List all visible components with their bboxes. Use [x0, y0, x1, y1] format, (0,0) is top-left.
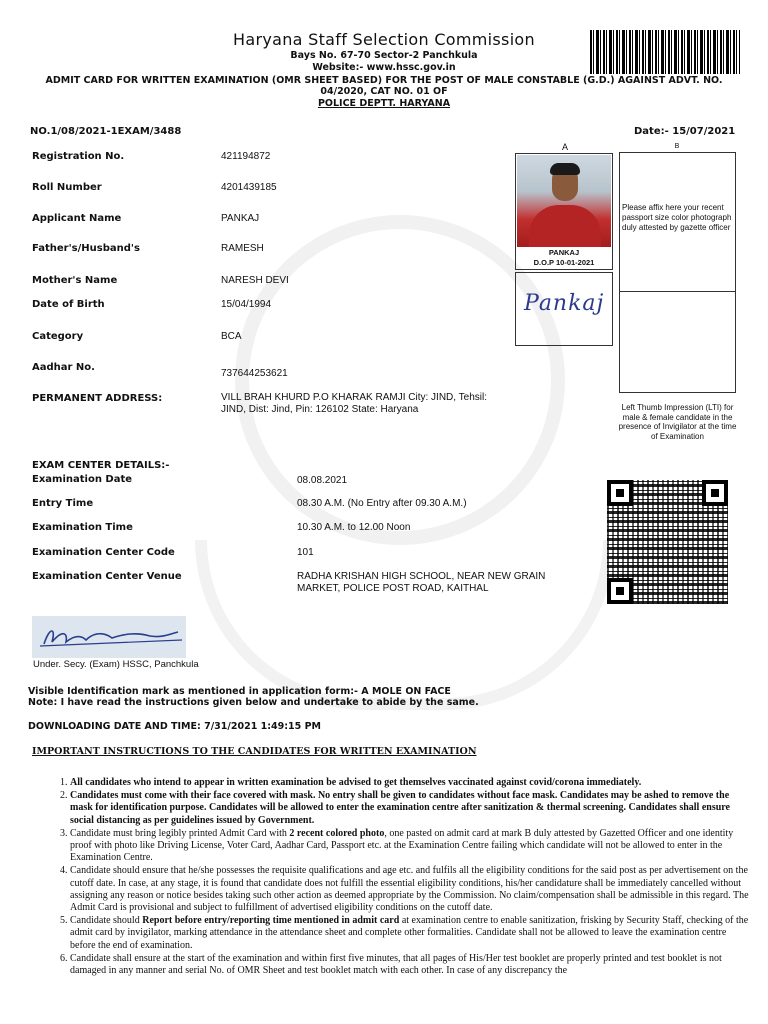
aadhar-value: 737644253621: [221, 368, 288, 379]
watermark-arc: [195, 540, 615, 710]
mother-name-value: NARESH DEVI: [221, 275, 289, 286]
dob-label: Date of Birth: [32, 299, 105, 310]
center-venue-value: RADHA KRISHAN HIGH SCHOOL, NEAR NEW GRAIN MARKET, POLICE POST ROAD, KAITHAL: [297, 571, 546, 594]
instruction-item: 6. Candidate shall ensure at the start of the examination and within first five minutes, that all pages of His/Her test booklet are properly printed and test booklet is not damaged in any manner and serial No. of OMR Sheet and test booklet match with each other. In case of any discrepancy the: [70, 953, 750, 977]
category-label: Category: [32, 331, 84, 342]
commission-website: Website:- www.hssc.gov.in: [312, 62, 456, 73]
department-name: POLICE DEPTT. HARYANA: [317, 98, 451, 109]
affix-instruction: Please affix here your recent passport size color photograph duly attested by gazette officer: [622, 203, 732, 232]
address-label: PERMANENT ADDRESS:: [32, 393, 163, 404]
undertaking-note: Note: I have read the instructions given below and undertake to abide by the same.: [28, 697, 479, 708]
aadhar-label: Aadhar No.: [32, 362, 95, 373]
officer-signature: [32, 616, 186, 658]
entry-time-label: Entry Time: [32, 498, 94, 509]
affix-photo-box: [619, 152, 736, 292]
candidate-signature-box: [515, 272, 613, 346]
barcode-image: [590, 30, 740, 74]
instruction-item: 4. Candidate should ensure that he/she possesses the requisite qualifications and age etc. and fulfils all the eligibility conditions for the said post as per advertisement on the cutoff date. In case, at any stage, it is found that candidate does not fulfill the essential eligibility conditions, his/her candidature shall be immediately cancelled without assigning any reason or notice besides taking such other action as deemed appropriate by the Commission. No claim/compensation shall be admissible in this regard. The Admit Card is provisional and subject to fulfillment of advertised eligibility conditions on the cutoff date.: [70, 865, 750, 914]
photo-label-b: B: [674, 143, 680, 150]
issue-date: Date:- 15/07/2021: [634, 126, 736, 137]
candidate-signature: Pankaj: [524, 291, 605, 316]
exam-time-value: 10.30 A.M. to 12.00 Noon: [297, 522, 411, 533]
mother-name-label: Mother's Name: [32, 275, 118, 286]
address-value: VILL BRAH KHURD P.O KHARAK RAMJI City: JIND, Tehsil: JIND, Dist: Jind, Pin: 126102 State: Haryana: [221, 392, 487, 415]
identification-mark: Visible Identification mark as mentioned in application form:- A MOLE ON FACE: [28, 686, 451, 697]
registration-value: 421194872: [221, 151, 271, 162]
instructions-list: [52, 777, 750, 978]
candidate-photo: [517, 155, 611, 247]
father-name-value: RAMESH: [221, 243, 264, 254]
instruction-item: 2. Candidates must come with their face covered with mask. No entry shall be given to candidates without face mask. Candidates may be ashed to remove the mask for identification purpose. Candidates will be allowed to enter the examination centre after sanitization & thermal screening. Candidates shall ensure social distancing as per guidelines issued by Government.: [70, 790, 750, 827]
roll-number-value: 4201439185: [221, 182, 277, 193]
commission-address: Bays No. 67-70 Sector-2 Panchkula: [290, 50, 478, 61]
applicant-name-label: Applicant Name: [32, 213, 122, 224]
instructions-title: IMPORTANT INSTRUCTIONS TO THE CANDIDATES FOR WRITTEN EXAMINATION: [32, 746, 477, 757]
reference-number: NO.1/08/2021-1EXAM/3488: [30, 126, 182, 137]
post-description: ADMIT CARD FOR WRITTEN EXAMINATION (OMR SHEET BASED) FOR THE POST OF MALE CONSTABLE (G.D.) AGAINST ADVT. NO. 04/2020, CAT NO. 01 OF: [45, 75, 723, 97]
photo-name: PANKAJ: [548, 248, 580, 257]
officer-designation: Under. Secy. (Exam) HSSC, Panchkula: [33, 659, 199, 670]
applicant-name-value: PANKAJ: [221, 213, 260, 224]
center-code-value: 101: [297, 547, 314, 558]
exam-date-value: 08.08.2021: [297, 475, 348, 486]
exam-time-label: Examination Time: [32, 522, 133, 533]
thumb-impression-caption: Left Thumb Impression (LTI) for male & female candidate in the presence of Invigilator at the time of Examination: [618, 403, 737, 441]
instruction-item: 5. Candidate should Report before entry/reporting time mentioned in admit card at examination centre to enable sanitization, frisking by Security Staff, checking of the admit card by invigilator, marking attendance in the attendance sheet and complete other formalities. Candidate shall not be allowed to leave the examination centre before the end of examination.: [70, 915, 750, 952]
roll-number-label: Roll Number: [32, 182, 102, 193]
thumb-impression-box: [619, 291, 736, 393]
qr-code: [607, 480, 728, 604]
photo-dop: D.O.P 10-01-2021: [533, 258, 595, 267]
instruction-item: 3. Candidate must bring legibly printed Admit Card with 2 recent colored photo, one pasted on admit card at mark B duly attested by Gazetted Officer and one identity proof with photo like Driving License, Voter Card, Aadhar Card, Passport etc. at the Examination Centre failing which candidate will not be allowed to enter in the Examination Centre.: [70, 828, 750, 865]
center-code-label: Examination Center Code: [32, 547, 175, 558]
exam-date-label: Examination Date: [32, 474, 133, 485]
photo-box-a: [515, 153, 613, 270]
registration-label: Registration No.: [32, 151, 125, 162]
instruction-item: 1. All candidates who intend to appear in written examination be advised to get themselves vaccinated against covid/corona immediately.: [70, 777, 750, 789]
download-datetime: DOWNLOADING DATE AND TIME: 7/31/2021 1:49:15 PM: [28, 721, 321, 732]
commission-title: Haryana Staff Selection Commission: [233, 30, 535, 49]
category-value: BCA: [221, 331, 242, 342]
father-name-label: Father's/Husband's: [32, 243, 140, 254]
center-venue-label: Examination Center Venue: [32, 571, 182, 582]
photo-label-a: A: [561, 142, 568, 152]
entry-time-value: 08.30 A.M. (No Entry after 09.30 A.M.): [297, 498, 467, 509]
exam-center-heading: EXAM CENTER DETAILS:-: [32, 460, 170, 471]
dob-value: 15/04/1994: [221, 299, 272, 310]
